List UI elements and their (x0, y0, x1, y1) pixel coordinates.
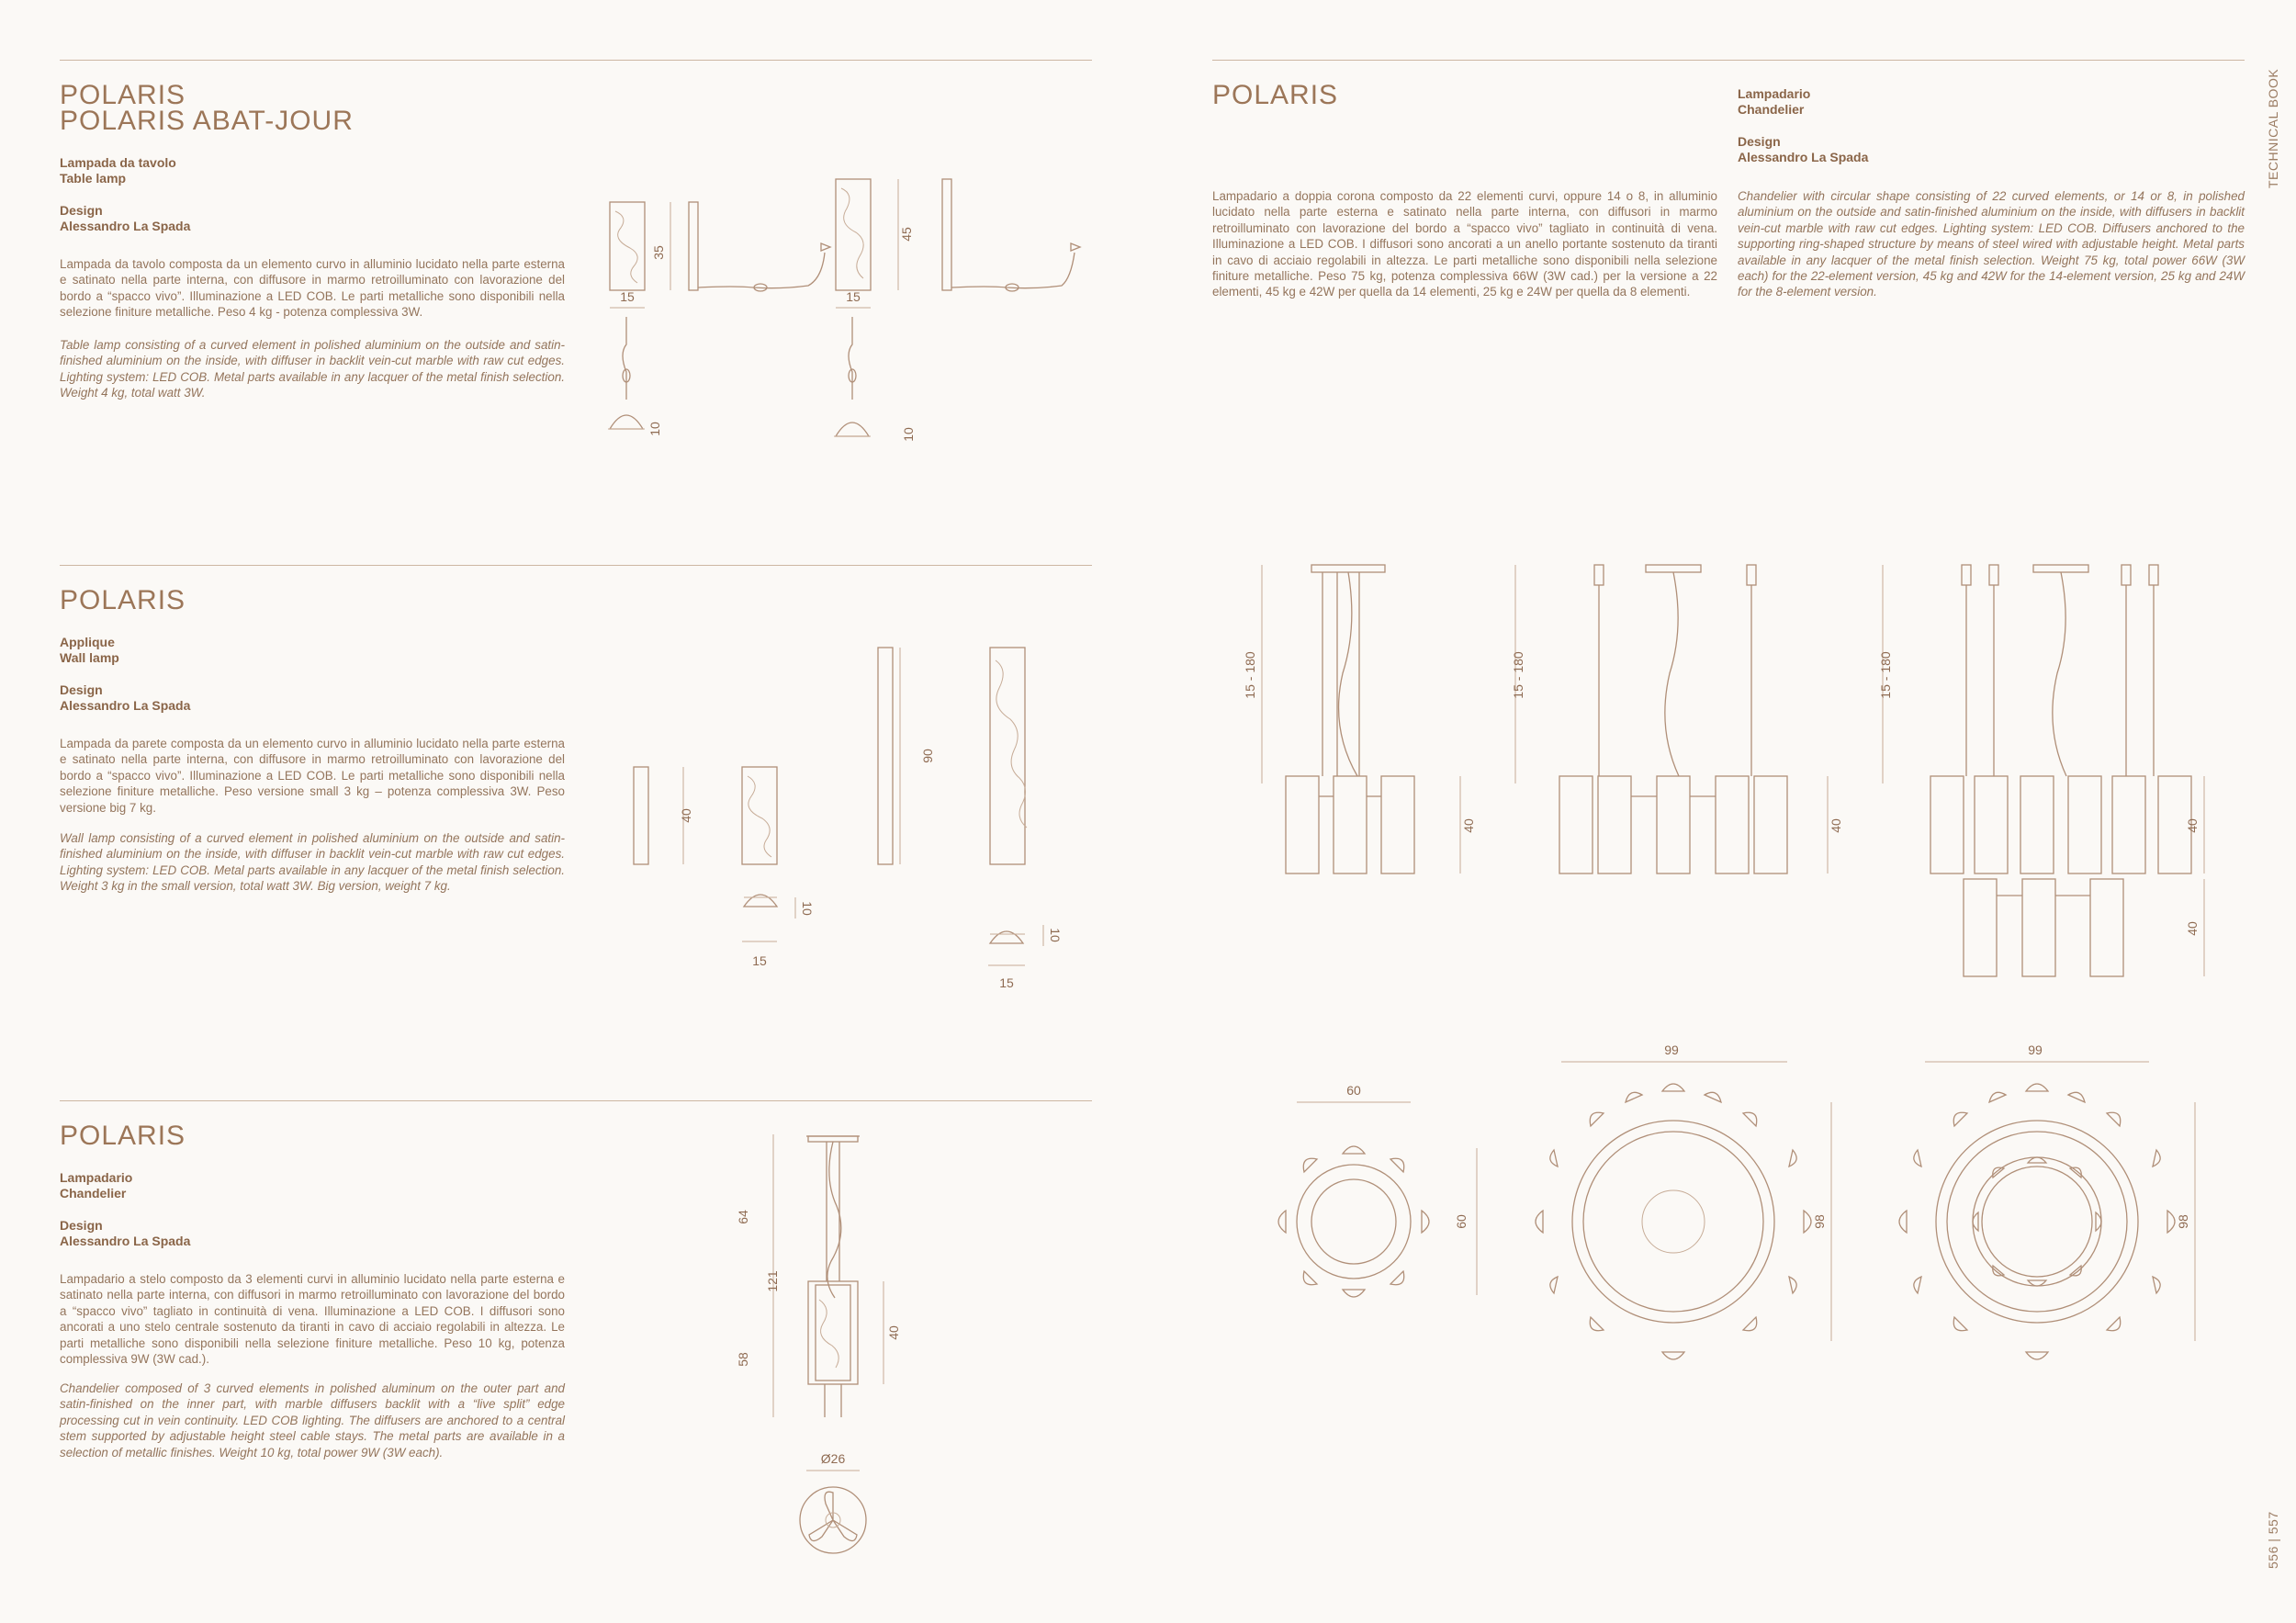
chandelier-8-depth: 60 (1454, 1214, 1469, 1229)
wall-lamp-big-height: 90 (920, 749, 935, 763)
chandelier-22-width: 99 (2028, 1043, 2043, 1057)
chandelier-14-width: 99 (1664, 1043, 1679, 1057)
small-chandelier-top-height: 64 (736, 1210, 750, 1224)
chandelier-22-depth: 98 (2176, 1214, 2190, 1229)
chandelier-14-drop: 15 - 180 (1511, 651, 1525, 699)
small-chandelier-description-it: Lampadario a stelo composto da 3 elementi curvi in alluminio lucidato nella parte esterna e satinato nella parte interna, con diffusori in marmo retroilluminato con lavorazione del bordo a “spacco vivo” tagliato in continuità di vena. Illuminazione a LED COB. I diffusori sono ancorati a uno stelo centrale sostenuto da tiranti in cavo di acciaio regolabili in altezza. Le parti metalliche sono disponibili nella selezione finiture metalliche. Peso 10 kg, potenza complessiva 9W (3W cad.). (60, 1272, 565, 1367)
wall-lamp-designer: Alessandro La Spada (60, 698, 191, 713)
rule-mid-left (60, 565, 1092, 566)
table-lamp-type-it: Lampada da tavolo (60, 155, 176, 170)
wall-lamp-big-depth: 10 (1048, 928, 1063, 942)
table-lamp-title: POLARIS (60, 80, 186, 110)
chandelier-8-drop: 15 - 180 (1243, 651, 1257, 699)
table-lamp-description-en: Table lamp consisting of a curved element in polished aluminium on the outside and satin-finished aluminium on the inside, with diffuser in backlit vein-cut marble with raw cut edges. Lighting system: LED COB. Metal parts available in any lacquer of the metal finish selection. Weight 4 kg, total watt 3W. (60, 338, 565, 400)
table-lamp-drawing (588, 170, 1084, 455)
wall-lamp-design-label: Design (60, 682, 103, 697)
wall-lamp-small-depth: 10 (800, 901, 815, 916)
small-chandelier-design-label: Design (60, 1218, 103, 1233)
chandelier-22-body-upper: 40 (2185, 818, 2200, 833)
wall-lamp-title: POLARIS (60, 585, 186, 615)
wall-lamp-description-en: Wall lamp consisting of a curved element in polished aluminium on the outside and satin-finished aluminium on the inside, with diffuser in backlit vein-cut marble with raw cut edges. Lighting system: LED COB. Metal parts available in any lacquer of the metal finish selection. Weight 3 kg in the small version, total watt 3W. Big version, weight 7 kg. (60, 831, 565, 894)
small-chandelier-designer: Alessandro La Spada (60, 1234, 191, 1248)
chandelier-22-drop: 15 - 180 (1878, 651, 1893, 699)
big-chandelier-description-it: Lampadario a doppia corona composto da 22 elementi curvi, oppure 14 o 8, in alluminio lucidato nella parte esterna e satinato nella parte interna, con diffusori in marmo retroilluminato con lavorazione del bordo a “spacco vivo” tagliato in continuità di vena. Illuminazione a LED COB. I diffusori sono ancorati a un anello portante sostenuto da tiranti in cavo di acciaio regolabili in altezza. Le parti metalliche sono disponibili nella selezione finiture metalliche. Peso 75 kg, potenza complessiva 66W (3W cad.) per la versione a 22 elementi, 45 kg e 42W per quella da 14 elementi, 25 kg e 24W per quella da 8 elementi. (1212, 189, 1717, 299)
table-lamp-type-en: Table lamp (60, 171, 127, 186)
big-chandelier-elevations (1231, 556, 2223, 978)
small-chandelier-total-height: 121 (765, 1270, 780, 1292)
small-chandelier-description-en: Chandelier composed of 3 curved elements in polished aluminum on the outer part and satin-finished on the inner part, with marble diffusers backlit with a “live split” edge processing cut in vein continuity. LED COB lighting. The diffusers are anchored to a central stem supported by adjustable height steel cable stays. The metal parts are available in a selection of metallic finishes. Weight 10 kg, total power 9W (3W each). (60, 1381, 565, 1460)
chandelier-8-width: 60 (1346, 1083, 1361, 1098)
big-chandelier-type-it: Lampadario (1738, 86, 1811, 101)
small-chandelier-diameter: Ø26 (820, 1451, 846, 1466)
table-lamp-small-base: 10 (647, 422, 662, 436)
rule-bottom-left (60, 1100, 1092, 1101)
book-title: TECHNICAL BOOK (2266, 68, 2280, 188)
rule-top-right (1212, 60, 2245, 61)
big-chandelier-designer: Alessandro La Spada (1738, 150, 1869, 164)
table-lamp-description-it: Lampada da tavolo composta da un elemento curvo in alluminio lucidato nella parte esterna e satinato nella parte interna, con diffusore in marmo retroilluminato con lavorazione del bordo a “spacco vivo”. Illuminazione a LED COB. Le parti metalliche sono disponibili nella selezione finiture metalliche. Peso 4 kg - potenza complessiva 3W. (60, 257, 565, 320)
small-chandelier-type-it: Lampadario (60, 1170, 133, 1185)
chandelier-8-elements (1278, 1146, 1429, 1297)
big-chandelier-description-en: Chandelier with circular shape consisting of 22 curved elements, or 14 or 8, in polished aluminium on the outside and satin-finished aluminium on the inside, with diffusers in backlit vein-cut marble with raw cut edges. Lighting system: LED COB. Diffusers anchored to the supporting ring-shaped structure by means of steel wired with adjustable height. Metal parts available in any lacquer of the metal finish selection. Weight 75 kg, total power 66W (3W each) for the 22-element version, 45 kg and 42W for the 14-element version, 25 kg and 24W for the 8-element version. (1738, 189, 2245, 299)
big-chandelier-title: POLARIS (1212, 80, 1339, 110)
chandelier-14-body: 40 (1829, 818, 1843, 833)
small-chandelier-body-height: 40 (886, 1325, 901, 1340)
rule-top-left (60, 60, 1092, 61)
wall-lamp-small-width: 15 (752, 953, 767, 968)
wall-lamp-big-width: 15 (999, 975, 1014, 990)
small-chandelier-drawing (735, 1134, 918, 1561)
chandelier-22-body-lower: 40 (2185, 921, 2200, 936)
wall-lamp-small-height: 40 (679, 808, 693, 823)
small-chandelier-bottom-height: 58 (736, 1352, 750, 1367)
table-lamp-big-base: 10 (901, 427, 916, 442)
wall-lamp-type-en: Wall lamp (60, 650, 119, 665)
big-chandelier-design-label: Design (1738, 134, 1781, 149)
chandelier-8-body: 40 (1461, 818, 1476, 833)
table-lamp-small-width: 15 (620, 289, 635, 304)
wall-lamp-drawing (625, 638, 1065, 997)
small-chandelier-type-en: Chandelier (60, 1186, 127, 1200)
table-lamp-big-width: 15 (846, 289, 861, 304)
table-lamp-small-height: 35 (651, 245, 666, 260)
chandelier-22-elements (1899, 1084, 2175, 1359)
big-chandelier-plans (1277, 1038, 2223, 1378)
chandelier-14-elements (1536, 1084, 1811, 1359)
page-numbers: 556 | 557 (2266, 1511, 2280, 1569)
chandelier-14-depth: 98 (1812, 1214, 1827, 1229)
wall-lamp-type-it: Applique (60, 635, 115, 649)
small-chandelier-title: POLARIS (60, 1121, 186, 1151)
table-lamp-subtitle: POLARIS ABAT-JOUR (60, 106, 354, 136)
table-lamp-designer: Alessandro La Spada (60, 219, 191, 233)
table-lamp-design-label: Design (60, 203, 103, 218)
big-chandelier-type-en: Chandelier (1738, 102, 1805, 117)
table-lamp-big-height: 45 (899, 227, 914, 242)
wall-lamp-description-it: Lampada da parete composta da un elemento curvo in alluminio lucidato nella parte esterna e satinato nella parte interna, con diffusore in marmo retroilluminato con lavorazione del bordo a “spacco vivo”. Illuminazione a LED COB. Le parti metalliche sono disponibili nella selezione finiture metalliche. Peso versione small 3 kg – potenza complessiva 3W. Peso versione big 7 kg. (60, 737, 565, 815)
